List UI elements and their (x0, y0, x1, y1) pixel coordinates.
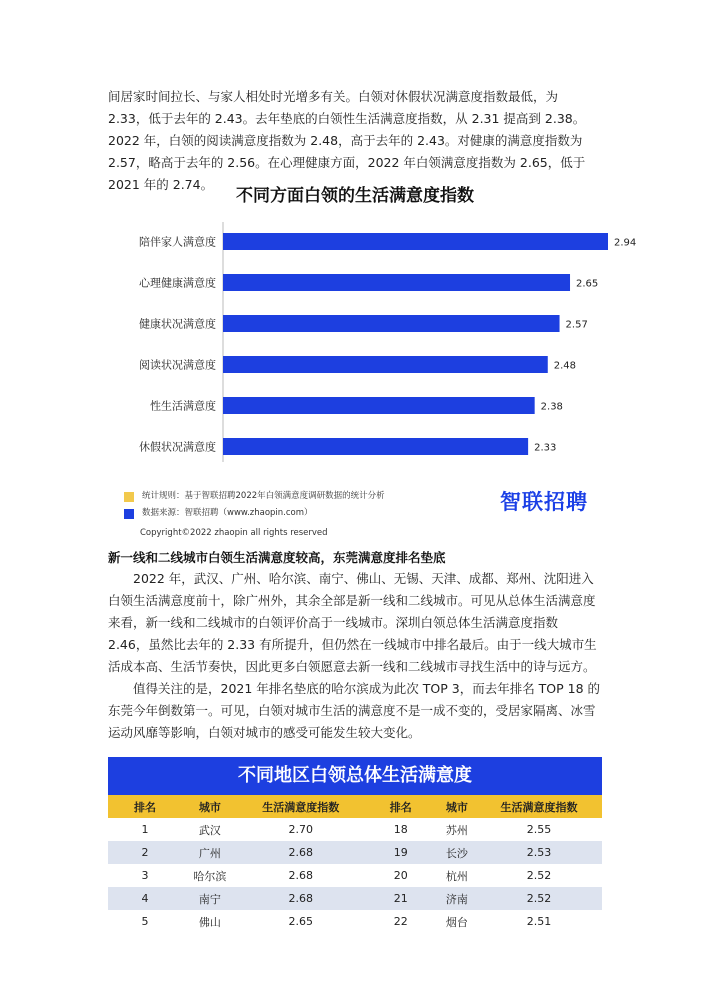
city-paragraph: 2022 年，武汉、广州、哈尔滨、南宁、佛山、无锡、天津、成都、郑州、沈阳进入白领生活满意度前十，除广州外，其余全部是新一线和二线城市。可见从总体生活满意度来看，新一线和二线城市的白领评价高于一线城市。深圳白领总体生活满意度指数 2.46，虽然比去年的 2.33 有所提升，但仍然在一线城市中排名最后。由于一线大城市生活成本高、生活节奏快，因此更多白领愿意去新一线和二线城市寻找生活中的诗与远方。 (108, 571, 597, 674)
column-header: 排名 (364, 795, 438, 818)
table-cell: 长沙 (438, 841, 476, 864)
bar (223, 397, 535, 414)
bar (223, 356, 548, 373)
section-heading: 新一线和二线城市白领生活满意度较高，东莞满意度排名垫底 (108, 550, 446, 565)
table-cell: 3 (108, 864, 182, 887)
table-cell: 19 (364, 841, 438, 864)
zhaopin-logo: 智联招聘 (500, 490, 588, 514)
table-title: 不同地区白领总体生活满意度 (108, 757, 602, 795)
table-cell: 广州 (182, 841, 238, 864)
table-row (108, 841, 602, 864)
table-cell: 2.52 (476, 864, 602, 887)
table-cell: 20 (364, 864, 438, 887)
category-label: 健康状况满意度 (139, 317, 216, 331)
column-header: 排名 (108, 795, 182, 818)
yellow-square-icon (124, 492, 134, 502)
bar (223, 438, 528, 455)
column-header: 生活满意度指数 (476, 795, 602, 818)
table-cell: 4 (108, 887, 182, 910)
value-label: 2.38 (540, 401, 563, 413)
table-row (108, 818, 602, 841)
category-label: 陪伴家人满意度 (139, 235, 216, 249)
table-cell: 2.68 (238, 887, 364, 910)
table-cell: 苏州 (438, 818, 476, 841)
table-cell: 南宁 (182, 887, 238, 910)
city-ranking-table (108, 795, 602, 933)
table-row (108, 864, 602, 887)
chart-notes (124, 488, 385, 522)
table-cell: 18 (364, 818, 438, 841)
value-label: 2.57 (565, 319, 588, 331)
value-label: 2.94 (614, 237, 637, 249)
bar (223, 315, 560, 332)
category-label: 休假状况满意度 (139, 440, 216, 454)
table-cell: 21 (364, 887, 438, 910)
satisfaction-bar-chart (108, 222, 637, 472)
copyright: Copyright©2022 zhaopin all rights reserved (140, 528, 328, 538)
chart-title: 不同方面白领的生活满意度指数 (236, 186, 474, 206)
category-label: 性生活满意度 (150, 399, 216, 413)
column-header: 城市 (182, 795, 238, 818)
table-cell: 2.55 (476, 818, 602, 841)
column-header: 城市 (438, 795, 476, 818)
table-cell: 2.70 (238, 818, 364, 841)
table-cell: 2.68 (238, 864, 364, 887)
category-label: 心理健康满意度 (139, 276, 216, 290)
blue-square-icon (124, 509, 134, 519)
table-cell: 武汉 (182, 818, 238, 841)
value-label: 2.48 (553, 360, 577, 372)
table-cell: 2.53 (476, 841, 602, 864)
table-cell: 2.51 (476, 910, 602, 933)
table-cell: 2.52 (476, 887, 602, 910)
intro-paragraph: 间居家时间拉长、与家人相处时光增多有关。白领对休假状况满意度指数最低，为 2.33，低于去年的 2.43。去年垫底的白领性生活满意度指数，从 2.31 提高到 2.38。2022 年，白领的阅读满意度指数为 2.48，高于去年的 2.43。对健康的满意度指数为 2.57，略高于去年的 2.56。在心理健康方面，2022 年白领满意度指数为 2.65，低于 2021 年的 2.74。 (108, 89, 586, 192)
bar (223, 233, 608, 250)
table-cell: 佛山 (182, 910, 238, 933)
bar (223, 274, 570, 291)
data-source-note: 数据来源：智联招聘（www.zhaopin.com） (142, 508, 313, 518)
city-ranking-table-block (108, 757, 602, 933)
table-cell: 2.65 (238, 910, 364, 933)
table-cell: 22 (364, 910, 438, 933)
harbin-paragraph: 值得关注的是，2021 年排名垫底的哈尔滨成为此次 TOP 3，而去年排名 TOP 18 的东莞今年倒数第一。可见，白领对城市生活的满意度不是一成不变的，受居家隔离、冰雪运动风靡等影响，白领对城市的感受可能发生较大变化。 (108, 681, 601, 740)
stat-rule-note: 统计规则：基于智联招聘2022年白领满意度调研数据的统计分析 (142, 491, 385, 501)
column-header: 生活满意度指数 (238, 795, 364, 818)
table-cell: 济南 (438, 887, 476, 910)
table-cell: 1 (108, 818, 182, 841)
table-cell: 2 (108, 841, 182, 864)
table-cell: 2.68 (238, 841, 364, 864)
table-cell: 杭州 (438, 864, 476, 887)
category-label: 阅读状况满意度 (139, 358, 216, 372)
table-cell: 烟台 (438, 910, 476, 933)
table-header-row (108, 795, 602, 818)
table-cell: 哈尔滨 (182, 864, 238, 887)
table-row (108, 887, 602, 910)
table-row (108, 910, 602, 933)
table-cell: 5 (108, 910, 182, 933)
value-label: 2.33 (534, 442, 557, 454)
value-label: 2.65 (576, 278, 599, 290)
